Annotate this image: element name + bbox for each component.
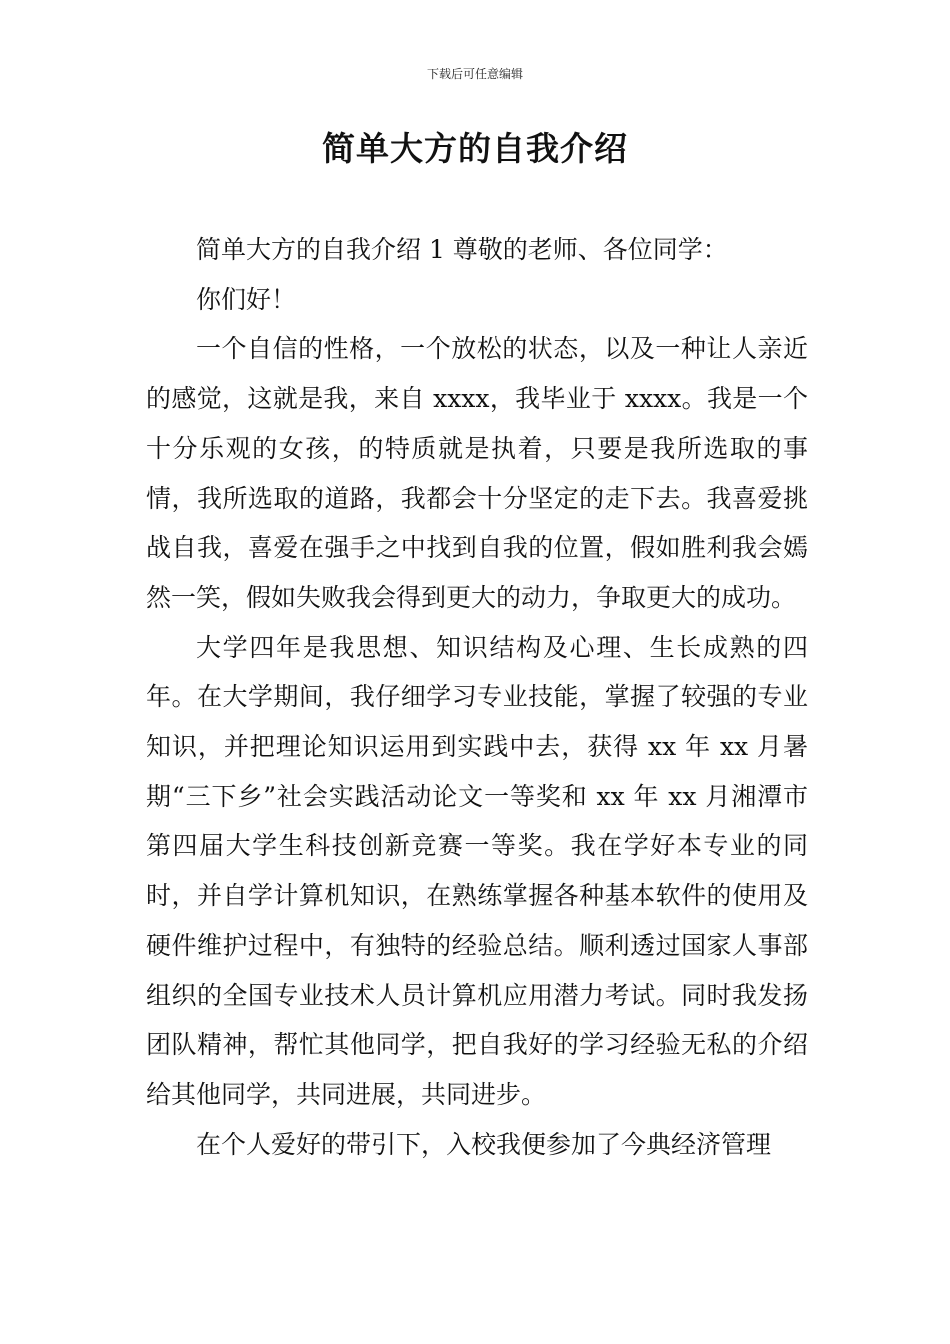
paragraph-hello: 你们好！	[196, 284, 297, 314]
paragraph-greeting: 简单大方的自我介绍 1 尊敬的老师、各位同学：	[196, 235, 728, 264]
paragraph-personality: 一个自信的性格，一个放松的状态，以及一种让人亲近的感觉，这就是我，来自 xxxx，我毕业于 xxxx。我是一个十分乐观的女孩，的特质就是执着，只要是我所选取的事情，我所选取的道路，我都会十分坚定的走下去。我喜爱挑战自我，喜爱在强手之中找到自我的位置，假如胜利我会嫣然一笑，假如失败我会得到更大的动力，争取更大的成功。	[146, 334, 808, 612]
paragraph-university: 大学四年是我思想、知识结构及心理、生长成熟的四年。在大学期间，我仔细学习专业技能，掌握了较强的专业知识，并把理论知识运用到实践中去，获得 xx 年 xx 月暑期“三下乡”社会实践活动论文一等奖和 xx 年 xx 月湘潭市第四届大学生科技创新竞赛一等奖。我在学好本专业的同时，并自学计算机知识，在熟练掌握各种基本软件的使用及硬件维护过程中，有独特的经验总结。顺利透过国家人事部组织的全国专业技术人员计算机应用潜力考试。同时我发扬团队精神，帮忙其他同学，把自我好的学习经验无私的介绍给其他同学，共同进展，共同进步。	[146, 632, 808, 1109]
document-title: 简单大方的自我介绍	[322, 129, 628, 168]
header-note: 下载后可任意编辑	[426, 67, 523, 81]
document-body	[146, 225, 808, 1169]
paragraph-hobbies: 在个人爱好的带引下，入校我便参加了今典经济管理	[196, 1129, 772, 1159]
